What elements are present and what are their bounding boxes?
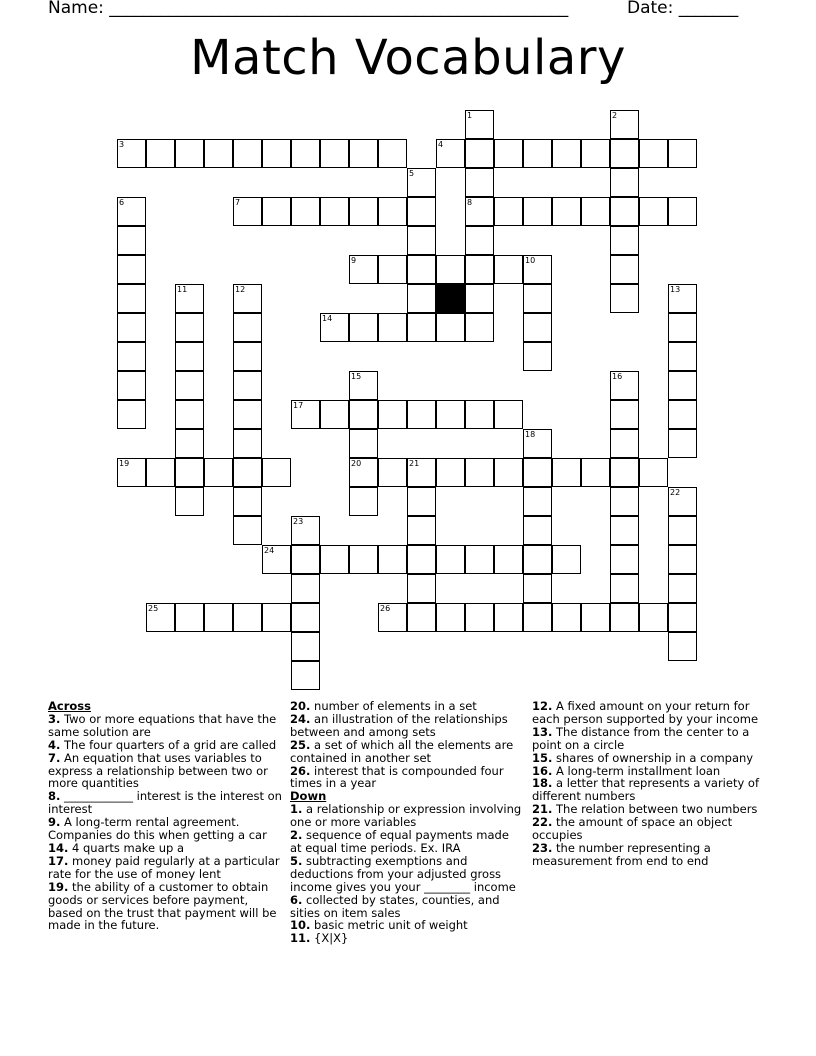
grid-cell[interactable]: [668, 313, 697, 342]
clue-number-label: 4.: [48, 737, 61, 752]
grid-cell[interactable]: [117, 313, 146, 342]
grid-cell[interactable]: [465, 545, 494, 574]
grid-cell[interactable]: [639, 197, 668, 226]
clue-number: 21: [409, 459, 420, 468]
grid-cell[interactable]: [668, 545, 697, 574]
grid-cell[interactable]: [668, 342, 697, 371]
grid-cell[interactable]: [407, 168, 436, 197]
grid-cell[interactable]: [523, 197, 552, 226]
clue-number: 15: [351, 372, 362, 381]
grid-cell[interactable]: [610, 284, 639, 313]
clue-number: 22: [670, 488, 681, 497]
grid-cell[interactable]: [233, 371, 262, 400]
clue-text: The distance from the center to a point on a circle: [532, 724, 750, 752]
grid-cell[interactable]: [523, 487, 552, 516]
grid-cell[interactable]: [465, 226, 494, 255]
grid-cell[interactable]: [291, 603, 320, 632]
clue-text: Two or more equations that have the same solution are: [48, 711, 277, 739]
grid-cell[interactable]: [407, 516, 436, 545]
grid-cell[interactable]: [175, 603, 204, 632]
clue-number-label: 20.: [290, 699, 311, 713]
clue-text: the number representing a measurement from end to end: [532, 840, 711, 868]
grid-cell[interactable]: [233, 139, 262, 168]
clue-number: 23: [293, 517, 304, 526]
grid-cell[interactable]: [552, 139, 581, 168]
grid-cell[interactable]: [117, 458, 146, 487]
grid-cell[interactable]: [581, 458, 610, 487]
grid-cell[interactable]: [378, 458, 407, 487]
grid-cell[interactable]: [668, 603, 697, 632]
clue-number-label: 15.: [532, 750, 553, 765]
grid-cell[interactable]: [117, 400, 146, 429]
grid-cell[interactable]: [233, 313, 262, 342]
clue-number: 17: [293, 401, 304, 410]
grid-cell[interactable]: [407, 574, 436, 603]
clue-text: a set of which all the elements are contained in another set: [290, 737, 514, 765]
grid-cell[interactable]: [117, 197, 146, 226]
grid-cell[interactable]: [436, 313, 465, 342]
grid-cell[interactable]: [378, 197, 407, 226]
grid-cell[interactable]: [436, 603, 465, 632]
grid-cell[interactable]: [436, 458, 465, 487]
grid-cell[interactable]: [668, 429, 697, 458]
clue-number-label: 18.: [532, 776, 553, 791]
clue-text: The four quarters of a grid are called: [60, 737, 277, 752]
clue-number: 20: [351, 459, 362, 468]
clue-text: ____________ interest is the interest on interest: [48, 789, 282, 817]
grid-cell[interactable]: [523, 458, 552, 487]
clue-number-label: 1.: [290, 802, 303, 817]
clue-number: 6: [119, 198, 125, 207]
clue-number-label: 24.: [290, 711, 311, 726]
grid-cell[interactable]: [349, 400, 378, 429]
grid-cell[interactable]: [407, 255, 436, 284]
grid-cell[interactable]: [146, 139, 175, 168]
grid-cell[interactable]: [378, 255, 407, 284]
clue-number-label: 17.: [48, 853, 69, 868]
grid-cell[interactable]: [494, 603, 523, 632]
grid-cell[interactable]: [610, 487, 639, 516]
grid-cell[interactable]: [552, 603, 581, 632]
grid-cell[interactable]: [233, 458, 262, 487]
clue-text: sequence of equal payments made at equal time periods. Ex. IRA: [290, 828, 509, 855]
clue-text: the ability of a customer to obtain goods or services before payment, based on the trust that payment will be made in the future.: [48, 879, 277, 933]
clue-number: 18: [525, 430, 536, 439]
clue-number-label: 13.: [532, 724, 553, 739]
clue: [290, 803, 524, 829]
grid-cell[interactable]: [639, 603, 668, 632]
grid-cell[interactable]: [465, 400, 494, 429]
grid-cell[interactable]: [465, 168, 494, 197]
grid-cell[interactable]: [117, 284, 146, 313]
grid-cell[interactable]: [465, 139, 494, 168]
grid-cell[interactable]: [523, 603, 552, 632]
clue-number-label: 7.: [48, 750, 61, 765]
grid-cell[interactable]: [610, 255, 639, 284]
grid-cell[interactable]: [465, 197, 494, 226]
grid-cell[interactable]: [407, 284, 436, 313]
grid-cell[interactable]: [233, 342, 262, 371]
grid-cell[interactable]: [233, 197, 262, 226]
grid-cell[interactable]: [117, 342, 146, 371]
grid-cell[interactable]: [175, 313, 204, 342]
grid-cell[interactable]: [291, 574, 320, 603]
clue: [532, 777, 766, 803]
grid-cell[interactable]: [175, 284, 204, 313]
clue-number-label: 9.: [48, 815, 61, 830]
grid-cell[interactable]: [523, 516, 552, 545]
grid-cell[interactable]: [523, 545, 552, 574]
grid-cell[interactable]: [668, 632, 697, 661]
clue: [48, 752, 282, 791]
grid-cell[interactable]: [494, 255, 523, 284]
grid-cell[interactable]: [610, 516, 639, 545]
clue-text: 4 quarts make up a: [68, 840, 185, 855]
page-title: Match Vocabulary: [190, 30, 626, 86]
grid-cell[interactable]: [436, 400, 465, 429]
grid-cell[interactable]: [262, 197, 291, 226]
grid-cell[interactable]: [465, 110, 494, 139]
clue-number-label: 26.: [290, 763, 311, 778]
grid-cell[interactable]: [610, 603, 639, 632]
clue-text: number of elements in a set: [310, 699, 477, 713]
grid-cell[interactable]: [494, 139, 523, 168]
grid-cell[interactable]: [262, 545, 291, 574]
grid-cell[interactable]: [668, 516, 697, 545]
clue-text: a relationship or expression involving one or more variables: [290, 802, 522, 830]
grid-cell[interactable]: [523, 429, 552, 458]
grid-cell[interactable]: [146, 603, 175, 632]
grid-cell[interactable]: [175, 342, 204, 371]
grid-cell[interactable]: [233, 429, 262, 458]
grid-cell[interactable]: [610, 139, 639, 168]
grid-cell[interactable]: [523, 574, 552, 603]
grid-cell[interactable]: [233, 487, 262, 516]
clue-number-label: 21.: [532, 802, 553, 817]
grid-cell[interactable]: [610, 574, 639, 603]
grid-cell[interactable]: [668, 197, 697, 226]
clue-text: collected by states, counties, and sities on item sales: [290, 892, 500, 920]
grid-cell[interactable]: [378, 603, 407, 632]
grid-cell[interactable]: [494, 458, 523, 487]
black-square: [436, 284, 465, 313]
grid-cell[interactable]: [436, 139, 465, 168]
clue-text: basic metric unit of weight: [310, 918, 468, 933]
grid-cell[interactable]: [291, 197, 320, 226]
clue-number-label: 16.: [532, 763, 553, 778]
grid-cell[interactable]: [407, 603, 436, 632]
grid-cell[interactable]: [320, 400, 349, 429]
grid-cell[interactable]: [523, 284, 552, 313]
grid-cell[interactable]: [610, 400, 639, 429]
grid-cell[interactable]: [610, 458, 639, 487]
clue: [290, 713, 524, 739]
grid-cell[interactable]: [523, 255, 552, 284]
clue-number-label: 23.: [532, 840, 553, 855]
grid-cell[interactable]: [552, 545, 581, 574]
grid-cell[interactable]: [204, 458, 233, 487]
clue-number-label: 6.: [290, 892, 303, 907]
clue-text: A long-term installment loan: [552, 763, 721, 778]
grid-cell[interactable]: [175, 400, 204, 429]
grid-cell[interactable]: [552, 197, 581, 226]
grid-cell[interactable]: [349, 545, 378, 574]
clue-text: {X|X}: [310, 931, 349, 946]
date-field[interactable]: Date: _______: [627, 0, 739, 18]
clue-number: 9: [351, 256, 357, 265]
grid-cell[interactable]: [233, 284, 262, 313]
clue-number: 7: [235, 198, 241, 207]
grid-cell[interactable]: [175, 487, 204, 516]
grid-cell[interactable]: [494, 545, 523, 574]
clue-number: 13: [670, 285, 681, 294]
grid-cell[interactable]: [204, 139, 233, 168]
clue-number-label: 19.: [48, 879, 69, 894]
down-heading: Down: [290, 789, 327, 804]
clue-number-label: 14.: [48, 840, 69, 855]
grid-cell[interactable]: [465, 458, 494, 487]
grid-cell[interactable]: [668, 400, 697, 429]
grid-cell[interactable]: [117, 139, 146, 168]
clue-text: shares of ownership in a company: [552, 750, 754, 765]
grid-cell[interactable]: [349, 458, 378, 487]
grid-cell[interactable]: [610, 545, 639, 574]
grid-cell[interactable]: [494, 400, 523, 429]
grid-cell[interactable]: [581, 603, 610, 632]
clue-number-label: 22.: [532, 815, 553, 830]
clue-text: An equation that uses variables to express a relationship between two or more quantities: [48, 750, 268, 791]
grid-cell[interactable]: [175, 458, 204, 487]
grid-cell[interactable]: [175, 429, 204, 458]
clue-number: 8: [467, 198, 473, 207]
grid-cell[interactable]: [320, 545, 349, 574]
grid-cell[interactable]: [668, 139, 697, 168]
clue-text: The relation between two numbers: [552, 802, 758, 817]
grid-cell[interactable]: [233, 400, 262, 429]
clue: [290, 855, 524, 894]
clue-number: 12: [235, 285, 246, 294]
clue-number: 3: [119, 140, 125, 149]
grid-cell[interactable]: [668, 487, 697, 516]
worksheet-header: [0, 0, 816, 20]
clue-number-label: 25.: [290, 737, 311, 752]
grid-cell[interactable]: [523, 342, 552, 371]
grid-cell[interactable]: [407, 226, 436, 255]
grid-cell[interactable]: [291, 545, 320, 574]
clue-number-label: 11.: [290, 931, 311, 946]
clue: [290, 739, 524, 765]
clue: [532, 842, 766, 868]
clue-text: subtracting exemptions and deductions from your adjusted gross income gives you your ________ income: [290, 853, 516, 894]
clue: [532, 726, 766, 752]
grid-cell[interactable]: [349, 487, 378, 516]
grid-cell[interactable]: [639, 139, 668, 168]
grid-cell[interactable]: [117, 255, 146, 284]
clue-number-label: 2.: [290, 828, 303, 843]
clue-column-1: [48, 700, 282, 932]
grid-cell[interactable]: [523, 139, 552, 168]
grid-cell[interactable]: [407, 545, 436, 574]
grid-cell[interactable]: [146, 458, 175, 487]
clue-number-label: 10.: [290, 918, 311, 933]
clue: [48, 816, 282, 842]
clue-number: 2: [612, 111, 618, 120]
grid-cell[interactable]: [610, 168, 639, 197]
grid-cell[interactable]: [610, 371, 639, 400]
grid-cell[interactable]: [610, 197, 639, 226]
grid-cell[interactable]: [233, 516, 262, 545]
grid-cell[interactable]: [465, 603, 494, 632]
grid-cell[interactable]: [320, 313, 349, 342]
across-heading: Across: [48, 699, 91, 713]
grid-cell[interactable]: [175, 371, 204, 400]
grid-cell[interactable]: [523, 313, 552, 342]
clue-text: the amount of space an object occupies: [532, 815, 733, 843]
clue-number: 1: [467, 111, 473, 120]
grid-cell[interactable]: [262, 603, 291, 632]
clue-number-label: 5.: [290, 853, 303, 868]
grid-cell[interactable]: [436, 545, 465, 574]
clue-column-3: [532, 700, 766, 868]
grid-cell[interactable]: [436, 255, 465, 284]
clue-number: 26: [380, 604, 391, 613]
clue: [290, 829, 524, 855]
clue: [290, 932, 524, 945]
grid-cell[interactable]: [349, 429, 378, 458]
grid-cell[interactable]: [407, 313, 436, 342]
grid-cell[interactable]: [668, 284, 697, 313]
grid-cell[interactable]: [349, 139, 378, 168]
clue-text: interest that is compounded four times in a year: [290, 763, 504, 791]
grid-cell[interactable]: [262, 458, 291, 487]
clue: [48, 881, 282, 933]
grid-cell[interactable]: [349, 197, 378, 226]
grid-cell[interactable]: [668, 371, 697, 400]
grid-cell[interactable]: [204, 603, 233, 632]
clue-text: A long-term rental agreement. Companies do this when getting a car: [48, 815, 267, 843]
clue-number: 5: [409, 169, 415, 178]
grid-cell[interactable]: [349, 255, 378, 284]
grid-cell[interactable]: [581, 197, 610, 226]
clue: [290, 894, 524, 920]
grid-cell[interactable]: [175, 139, 204, 168]
clue-number: 10: [525, 256, 536, 265]
grid-cell[interactable]: [262, 139, 291, 168]
clue: [532, 700, 766, 726]
grid-cell[interactable]: [320, 139, 349, 168]
grid-cell[interactable]: [407, 197, 436, 226]
clue-text: a letter that represents a variety of different numbers: [532, 776, 760, 804]
grid-cell[interactable]: [407, 400, 436, 429]
grid-cell[interactable]: [668, 574, 697, 603]
clue-number: 16: [612, 372, 623, 381]
clue-text: money paid regularly at a particular rate for the use of money lent: [48, 853, 280, 881]
grid-cell[interactable]: [320, 197, 349, 226]
grid-cell[interactable]: [552, 458, 581, 487]
clue-number: 11: [177, 285, 188, 294]
grid-cell[interactable]: [378, 139, 407, 168]
clue-number: 14: [322, 314, 333, 323]
clue-column-2: [290, 700, 524, 945]
clue: [290, 765, 524, 791]
grid-cell[interactable]: [581, 139, 610, 168]
clue-number: 25: [148, 604, 159, 613]
clue: [48, 790, 282, 816]
grid-cell[interactable]: [639, 458, 668, 487]
grid-cell[interactable]: [291, 516, 320, 545]
grid-cell[interactable]: [407, 487, 436, 516]
clue-number-label: 12.: [532, 699, 553, 713]
grid-cell[interactable]: [291, 139, 320, 168]
grid-cell[interactable]: [291, 400, 320, 429]
clue-number: 19: [119, 459, 130, 468]
grid-cell[interactable]: [465, 255, 494, 284]
grid-cell[interactable]: [378, 400, 407, 429]
grid-cell[interactable]: [233, 603, 262, 632]
grid-cell[interactable]: [378, 313, 407, 342]
clue: [48, 713, 282, 739]
grid-cell[interactable]: [610, 429, 639, 458]
clue-text: an illustration of the relationships between and among sets: [290, 711, 508, 739]
clue-number-label: 8.: [48, 789, 61, 804]
clue-number: 4: [438, 140, 444, 149]
grid-cell[interactable]: [465, 284, 494, 313]
clue-number: 24: [264, 546, 275, 555]
name-field[interactable]: Name: ______________________________________________________: [48, 0, 569, 18]
grid-cell[interactable]: [494, 197, 523, 226]
grid-cell[interactable]: [117, 226, 146, 255]
grid-cell[interactable]: [407, 458, 436, 487]
grid-cell[interactable]: [378, 545, 407, 574]
grid-cell[interactable]: [465, 313, 494, 342]
grid-cell[interactable]: [349, 371, 378, 400]
grid-cell[interactable]: [117, 371, 146, 400]
grid-cell[interactable]: [610, 110, 639, 139]
clue-number-label: 3.: [48, 711, 61, 726]
grid-cell[interactable]: [610, 226, 639, 255]
grid-cell[interactable]: [291, 632, 320, 661]
clue-text: A fixed amount on your return for each person supported by your income: [532, 699, 759, 726]
clue: [48, 855, 282, 881]
clue: [532, 816, 766, 842]
grid-cell[interactable]: [291, 661, 320, 690]
grid-cell[interactable]: [349, 313, 378, 342]
